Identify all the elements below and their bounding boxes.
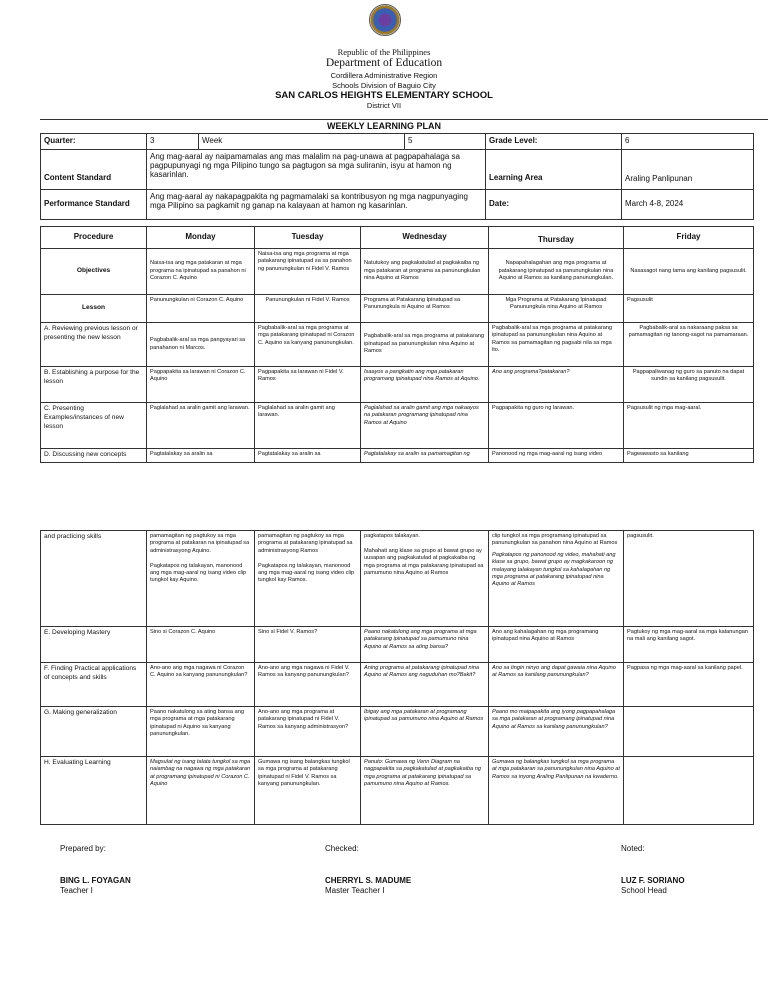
row-e-thursday: Ano ang kahalagahan ng mga programang ipinatupad nina Aquino at Ramos [489, 627, 624, 663]
content-standard-text: Ang mag-aaral ay naipamamalas ang mas malalim na pag-unawa at pagpapahalaga sa pagpupunyagi ng mga Pilipino tungo sa pagtugon sa mga suliranin, isyu at hamon ng kasarinlan. [147, 149, 486, 189]
noted-name: LUZ F. SORIANO [621, 876, 685, 885]
row-g-friday [624, 707, 754, 757]
checked-name: CHERRYL S. MADUME [325, 876, 412, 885]
row-f-label: F. Finding Practical applications of concepts and skills [41, 663, 147, 707]
school-name: SAN CARLOS HEIGHTS ELEMENTARY SCHOOL [275, 90, 493, 101]
monday-header: Monday [147, 227, 255, 249]
row-h-wednesday: Panuto: Gumawa ng Venn Diagram na nagpapakita sa pagkakatulad at pagkakaiba ng mga programa at patakarang ipinatupad sa pamumuno nina Aquino at Ramos. [361, 757, 489, 825]
row-d-tuesday-bottom: pamamagitan ng pagtukoy sa mga programa at patakarang ipinatupad sa administrasyong Ramos Pagkatapos ng talakayan, manonood ang mga mag-aaral ng isang video clip tungkol kay Ramos. [255, 531, 361, 627]
checked-title: Master Teacher I [325, 886, 385, 895]
objectives-wednesday: Natutukoy ang pagkakatulad at pagkakaiba ng mga patakaran at programa sa panunungkulan nina Aquino at Ramos [361, 249, 489, 295]
row-g-wednesday: Ibigay ang mga patakaran at programang ipinatupad sa pamumuno nina Aquino at Ramos [361, 707, 489, 757]
row-b-tuesday: Pagpapakita sa larawan ni Fidel V. Ramos [255, 367, 361, 403]
noted-label: Noted: [621, 844, 645, 853]
row-d-thursday-bottom-cell [489, 531, 624, 627]
learning-plan-table-bottom [40, 530, 754, 825]
row-d-friday-bottom: pagsusulit. [624, 531, 754, 627]
row-e-monday: Sino si Corazon C. Aquino [147, 627, 255, 663]
row-c-wednesday: Paglalahad sa aralin gamit ang mga nakaayos na patakaran programang ipinatupad nina Ramos at Aquino [361, 403, 489, 449]
row-g-label: G. Making generalization [41, 707, 147, 757]
republic-line: Republic of the Philippines [337, 47, 431, 57]
header-rule [40, 119, 768, 120]
checked-label: Checked: [325, 844, 359, 853]
thursday-header: Thursday [489, 227, 624, 249]
prepared-name: BING L. FOYAGAN [60, 876, 131, 885]
quarter-label: Quarter: [41, 134, 147, 150]
wednesday-header: Wednesday [361, 227, 489, 249]
row-d-friday-top: Pagwawasto sa kanilang [624, 449, 754, 463]
row-d-label-cont: and practicing skills [41, 531, 147, 627]
quarter-value: 3 [147, 134, 199, 150]
row-a-monday: Pagbabalik-aral sa mga pangyayari sa panahanon ni Marcos. [147, 323, 255, 367]
lesson-thursday: Mga Programa at Patakarang Ipinatupad Panunungkula nina Aquino at Ramos [489, 295, 624, 323]
row-a-friday: Pagbabalik-aral sa nakaraang paksa sa pamamagitan ng tanong-sagot na pamamaraan. [624, 323, 754, 367]
row-f-wednesday: Aning programa at patakarang ipinatupad nina Aquino at Ramos ang naguduhan mo?Bakit? [361, 663, 489, 707]
region-line: Cordillera Administrative Region [330, 71, 438, 80]
row-d-wednesday-top: Pagtatalakay sa aralin sa pamamagitan ng [361, 449, 489, 463]
deped-seal-logo [369, 4, 401, 36]
procedure-header: Procedure [41, 227, 147, 249]
noted-title: School Head [621, 886, 667, 895]
row-f-friday: Pagpasa ng mga mag-aaral sa kanilang papel. [624, 663, 754, 707]
lesson-label: Lesson [41, 295, 147, 323]
row-b-label: B. Establishing a purpose for the lesson [41, 367, 147, 403]
objectives-thursday: Napapahalagahan ang mga programa at patakarang ipinatupad sa panunungkulan nina Aquino at Ramos sa kanilang panunungkulan. [489, 249, 624, 295]
lesson-friday: Pagsusulit [624, 295, 754, 323]
division-line: Schools Division of Baguio City [332, 81, 436, 90]
prepared-label: Prepared by: [60, 844, 106, 853]
row-c-monday: Paglalahad sa aralin gamit ang larawan. [147, 403, 255, 449]
learning-area-value: Araling Panlipunan [622, 149, 754, 189]
row-f-monday: Ano-ano ang mga nagawa ni Corazon C. Aquino sa kanyang panunungkulan? [147, 663, 255, 707]
date-label: Date: [486, 189, 622, 219]
grade-label: Grade Level: [486, 134, 622, 150]
week-value: 5 [405, 134, 486, 150]
row-c-friday: Pagsusulit ng mga mag-aaral. [624, 403, 754, 449]
row-b-monday: Pagpapakita sa larawan ni Corazon C. Aquino [147, 367, 255, 403]
row-d-thursday-bottom: clip tungkol sa mga programang ipinatupad sa panunungkulan sa panahon nina Aquino at Ramos [492, 533, 618, 547]
learning-plan-table-top [40, 133, 754, 220]
objectives-label: Objectives [41, 249, 147, 295]
objectives-friday: Nasasagot nang tama ang kanilang pagsusulit. [624, 249, 754, 295]
row-d-thursday-top: Panonood ng mga mag-aaral ng isang video [489, 449, 624, 463]
row-b-thursday: Ano ang programa?patakaran? [489, 367, 624, 403]
prepared-title: Teacher I [60, 886, 93, 895]
row-c-label: C. Presenting Examples/instances of new lesson [41, 403, 147, 449]
row-d-thursday-bottom-italic: Pagkatapos ng panonood ng video, mahahati ang klase sa grupo, bawat grupo ay magkakaroon ng malayang talakayan tungkol sa kahalagahan ng mga programa at patakarang ipinatupad nina Aquino at Ramos [492, 551, 616, 588]
row-c-tuesday: Paglalahad sa aralin gamit ang larawan. [255, 403, 361, 449]
row-a-label: A. Reviewing previous lesson or presenting the new lesson [41, 323, 147, 367]
row-h-tuesday: Gumawa ng isang balangkas tungkol sa mga programa at patakarang ipinatupad ni Fidel V. Ramos sa kanyang panunungkulan. [255, 757, 361, 825]
objectives-tuesday: Naisa-isa ang mga programa at mga patakarang ipinatupad sa sa panahon ng panunungkulan ni Fidel V. Ramos [255, 249, 361, 295]
district-line: District VII [366, 101, 402, 110]
row-e-friday: Pagtukoy ng mga mag-aaral sa mga katanungan na mali ang kanilang sagot. [624, 627, 754, 663]
tuesday-header: Tuesday [255, 227, 361, 249]
learning-plan-table-days [40, 226, 754, 463]
performance-standard-label: Performance Standard [41, 189, 147, 219]
row-d-monday-bottom: pamamagitan ng pagtukoy sa mga programa at patakaran na ipinatupad sa administrasyong Aquino. Pagkatapos ng talakayan, manonood ang mga mag-aaral ng isang video clip tungkol kay Aquino. [147, 531, 255, 627]
row-d-wednesday-bottom: pagkatapos talakayan. Mahahati ang klase sa grupo at bawat grupo ay uusapan ang pagkakatulad at pagkakaiba ng mga programa at mga patakarang ipinatupad sa pamumuno nina Aquino at Ramos [361, 531, 489, 627]
row-h-friday [624, 757, 754, 825]
row-c-thursday: Pagpapakita ng guro ng larawan. [489, 403, 624, 449]
lesson-tuesday: Panunungkulan ni Fidel V. Ramos [255, 295, 361, 323]
content-standard-label: Content Standard [41, 149, 147, 189]
date-value: March 4-8, 2024 [622, 189, 754, 219]
objectives-monday: Naisa-isa ang mga patakaran at mga programa na ipinatupad sa panahon ni Corazon C. Aquino [147, 249, 255, 295]
row-d-tuesday-top: Pagtatalakay sa aralin sa [255, 449, 361, 463]
row-g-tuesday: Ano-ano ang mga programa at patakarang ipinatupad ni Fidel V. Ramos sa kanyang administrasyon? [255, 707, 361, 757]
row-h-thursday: Gumawa ng balangkas tungkol sa mga programa at mga patakaran sa panunungkulan nina Aquino at Ramos sa inyong Araling Panlipunan na kwaderno. [489, 757, 624, 825]
grade-value: 6 [622, 134, 754, 150]
row-d-label: D. Discussing new concepts [41, 449, 147, 463]
row-d-monday-top: Pagtatalakay sa aralin sa [147, 449, 255, 463]
row-a-thursday: Pagbabalik-aral sa mga programa at patakarang ipinatupad sa panunungkulan nina Aquino at Ramos sa pamamagitan ng pagsabi nila sa mga ito. [489, 323, 624, 367]
row-g-monday: Paano nakatulong sa ating bansa ang mga programa at mga patakarang ipinatupad ni Aquino sa kanyang panunungkulan. [147, 707, 255, 757]
row-h-label: H. Evaluating Learning [41, 757, 147, 825]
row-e-wednesday: Paano nakatulong ang mga programa at mga patakarang ipinatupad sa pamumuno nina Aquino at Ramos sa ating bansa? [361, 627, 489, 663]
learning-area-label: Learning Area [486, 149, 622, 189]
row-b-wednesday: Isaayos a pangkatin ang mga patakaran programang ipinatupad nina Ramos at Aquino. [361, 367, 489, 403]
row-h-monday: Magsulat ng isang talata tungkol sa mga naiambag na nagawa ng mga patakaran at programang ipinatupad ni Corazon C. Aquino [147, 757, 255, 825]
row-b-friday: Pagpapaliwanag ng guro sa panuto na dapat sundin sa kanilang pagsusulit. [624, 367, 754, 403]
row-g-thursday: Paano mo maipapakita ang iyong pagpapahalaga sa mga patakaran at programang ipinatupad nina Aquino at Ramos sa kanilang panunungkulan? [489, 707, 624, 757]
row-e-label: E. Developing Mastery [41, 627, 147, 663]
row-f-thursday: Ano sa tingin ninyo ang dapat gawaia nina Aquino at Ramos sa kanilang panunungkulan? [489, 663, 624, 707]
friday-header: Friday [624, 227, 754, 249]
row-a-wednesday: Pagbabalik-aral sa mga programa at patakarang ipinatupad sa panunungkulan nina Aquino at Ramos [361, 323, 489, 367]
row-e-tuesday: Sino si Fidel V. Ramos? [255, 627, 361, 663]
lesson-monday: Panunungkulan ni Corazon C. Aquino [147, 295, 255, 323]
department-line: Department of Education [325, 57, 443, 69]
row-a-tuesday: Pagbabalik-aral sa mga programa at mga patakarang ipinatupad ni Corazon C. Aquino sa kanyang panunungkulan. [255, 323, 361, 367]
performance-standard-text: Ang mag-aaral ay nakapagpakita ng pagmamalaki sa kontribusyon ng mga nagpunyaging mga Pilipino sa pagkamit ng ganap na kalayaan at hamon ng kasarinlan. [147, 189, 486, 219]
row-f-tuesday: Ano-ano ang mga nagawa ni Fidel V. Ramos sa kanyang panunungkulan? [255, 663, 361, 707]
lesson-wednesday: Programa at Patakarang Ipinatupad sa Panunungkula ni Aquino at Ramos [361, 295, 489, 323]
plan-title: WEEKLY LEARNING PLAN [326, 121, 441, 131]
week-label: Week [199, 134, 405, 150]
